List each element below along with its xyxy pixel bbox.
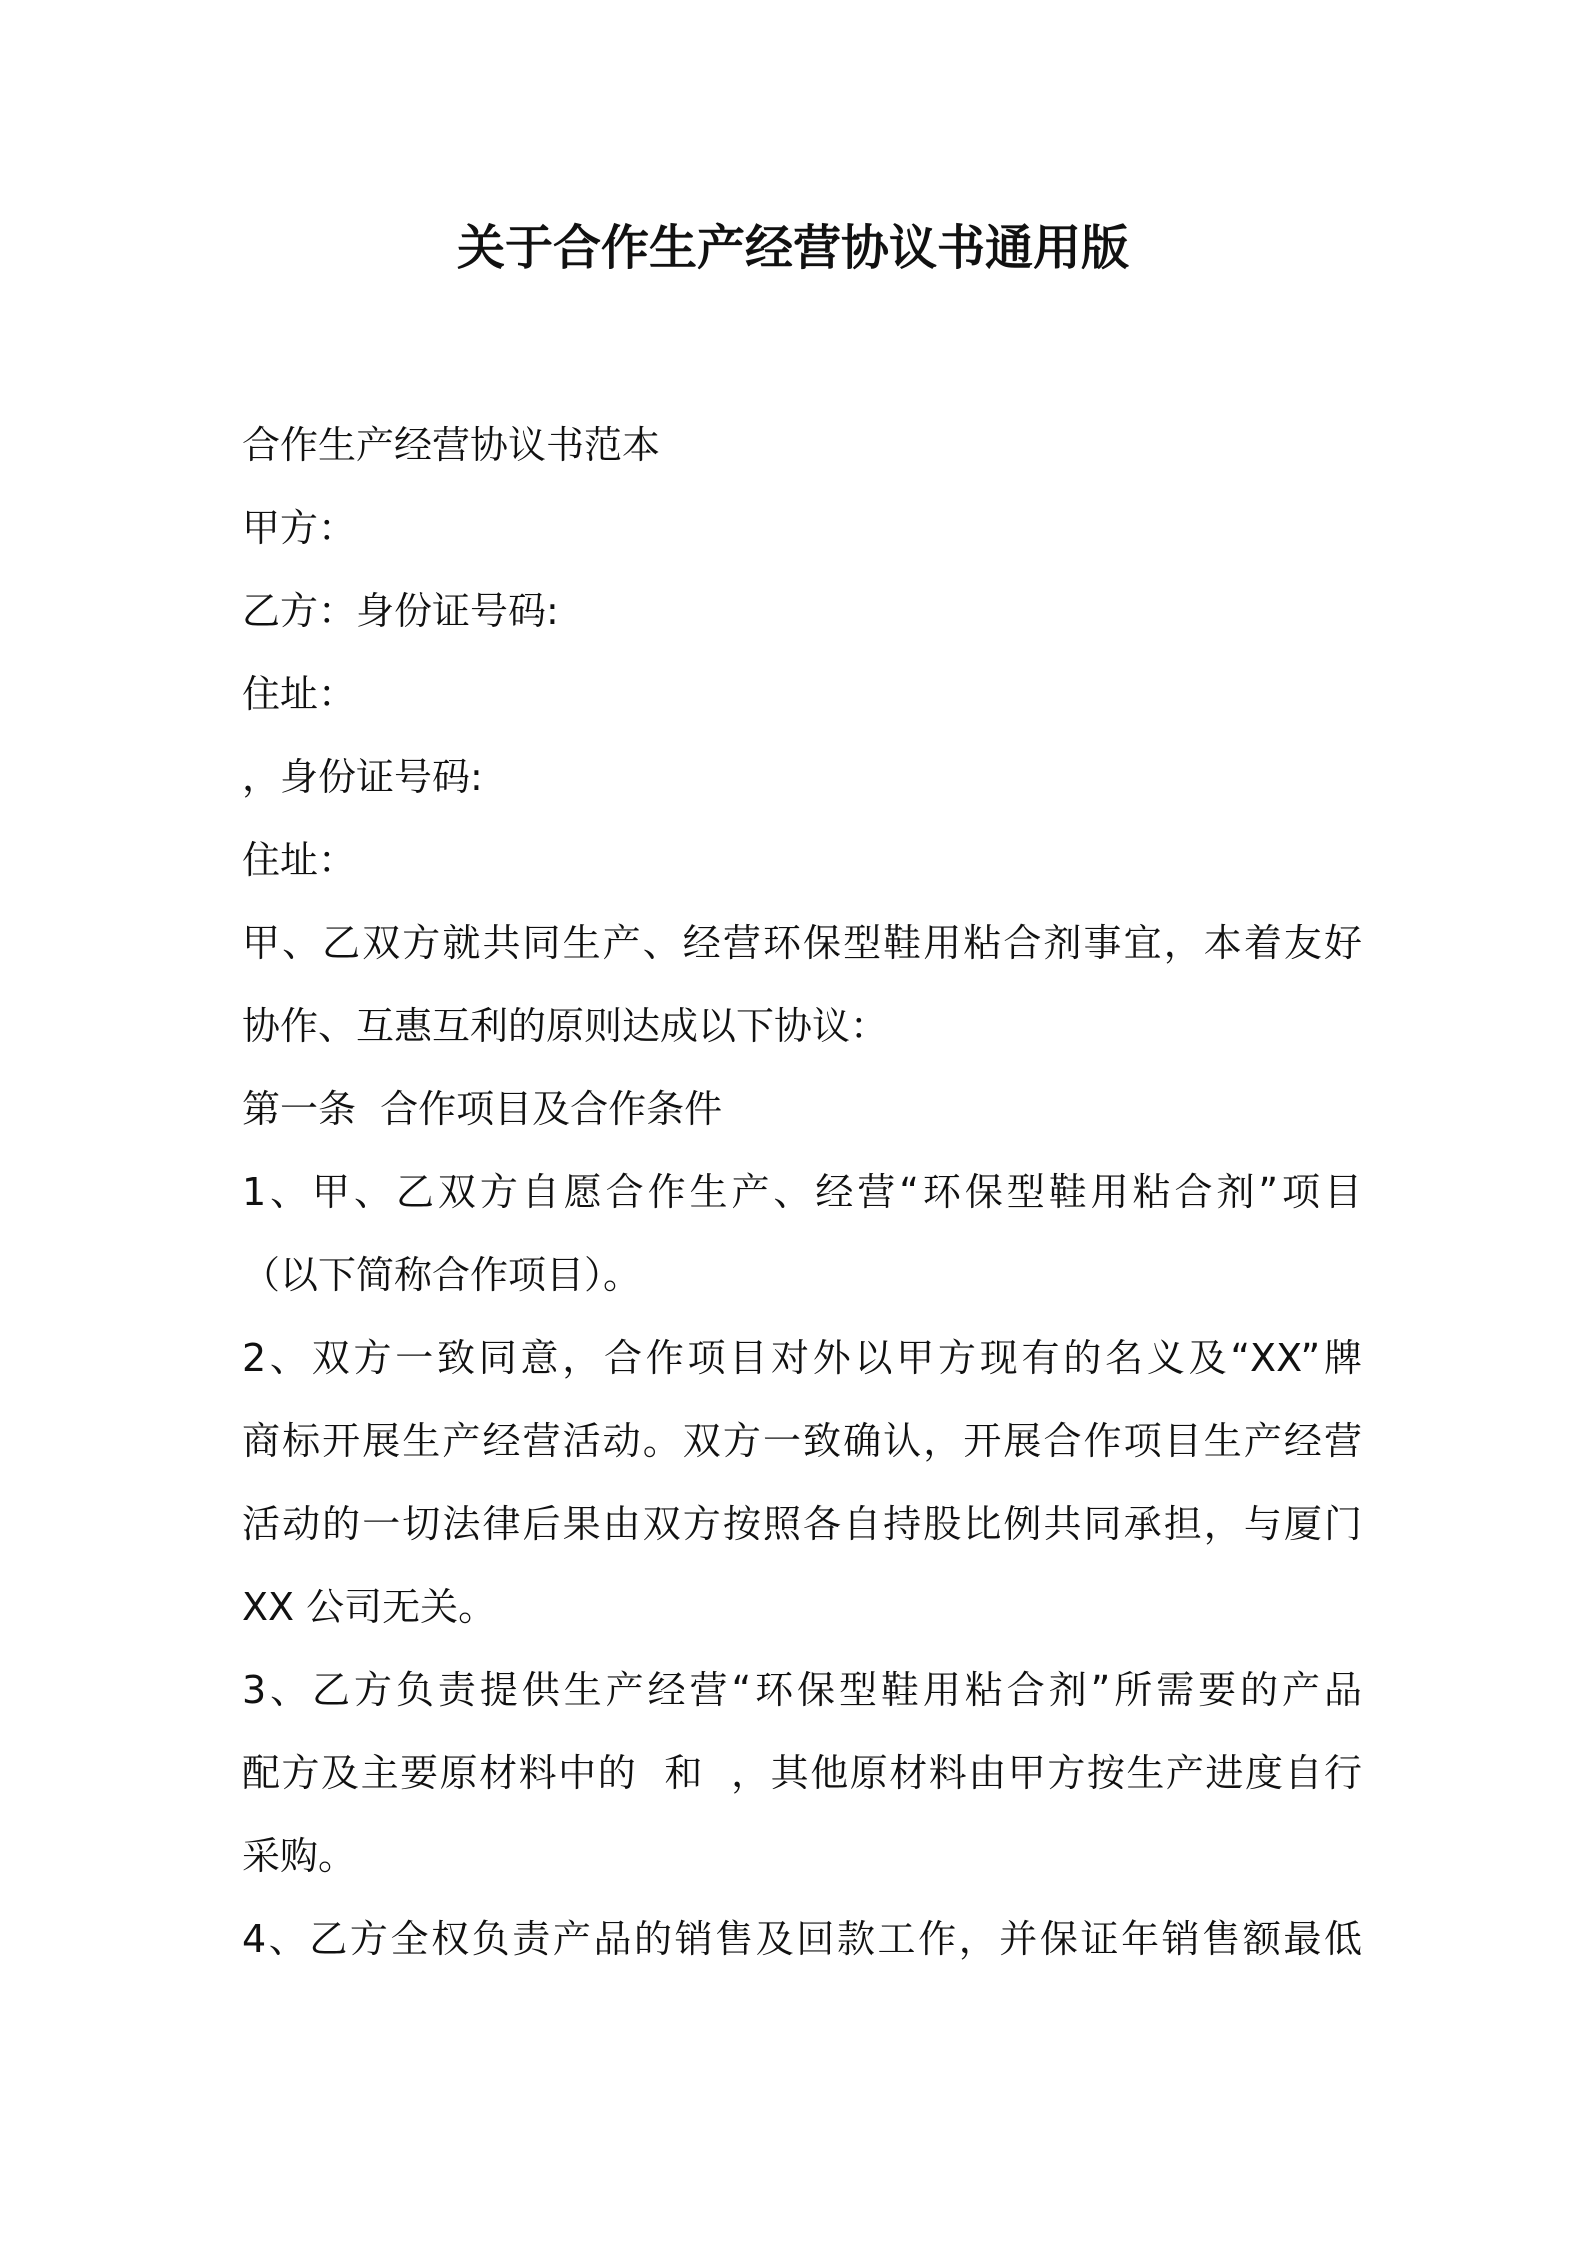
doc-line-intro-2: 协作、互惠互利的原则达成以下协议： (242, 1004, 889, 1048)
doc-line-clause-3c: 采购。 (242, 1834, 357, 1878)
doc-line-address-1: 住址： (242, 672, 357, 716)
doc-line-subtitle: 合作生产经营协议书范本 (242, 423, 661, 467)
doc-line-clause-1a: 1、甲、乙双方自愿合作生产、经营“环保型鞋用粘合剂”项目 (242, 1170, 1362, 1214)
doc-line-clause-3b: 配方及主要原材料中的 和 ，其他原材料由甲方按生产进度自行 (242, 1751, 1362, 1795)
doc-line-address-2: 住址： (242, 838, 357, 882)
doc-line-clause-2a: 2、双方一致同意，合作项目对外以甲方现有的名义及“XX”牌 (242, 1336, 1362, 1380)
doc-line-party-b-id: 乙方：身份证号码: (242, 589, 559, 633)
doc-line-article-1-heading: 第一条 合作项目及合作条件 (242, 1087, 723, 1131)
doc-line-party-a: 甲方： (242, 506, 357, 550)
doc-line-clause-2d: XX 公司无关。 (242, 1585, 497, 1629)
doc-line-intro-1: 甲、乙双方就共同生产、经营环保型鞋用粘合剂事宜，本着友好 (242, 921, 1362, 965)
doc-line-clause-3a: 3、乙方负责提供生产经营“环保型鞋用粘合剂”所需要的产品 (242, 1668, 1362, 1712)
doc-line-clause-1b: （以下简称合作项目）。 (242, 1253, 642, 1297)
doc-line-id-number: ，身份证号码: (242, 755, 483, 799)
doc-line-clause-4a: 4、乙方全权负责产品的销售及回款工作，并保证年销售额最低 (242, 1917, 1362, 1961)
document-title: 关于合作生产经营协议书通用版 (456, 220, 1129, 276)
doc-line-clause-2b: 商标开展生产经营活动。双方一致确认，开展合作项目生产经营 (242, 1419, 1362, 1463)
document-body (242, 404, 1362, 1981)
doc-line-clause-2c: 活动的一切法律后果由双方按照各自持股比例共同承担，与厦门 (242, 1502, 1362, 1546)
